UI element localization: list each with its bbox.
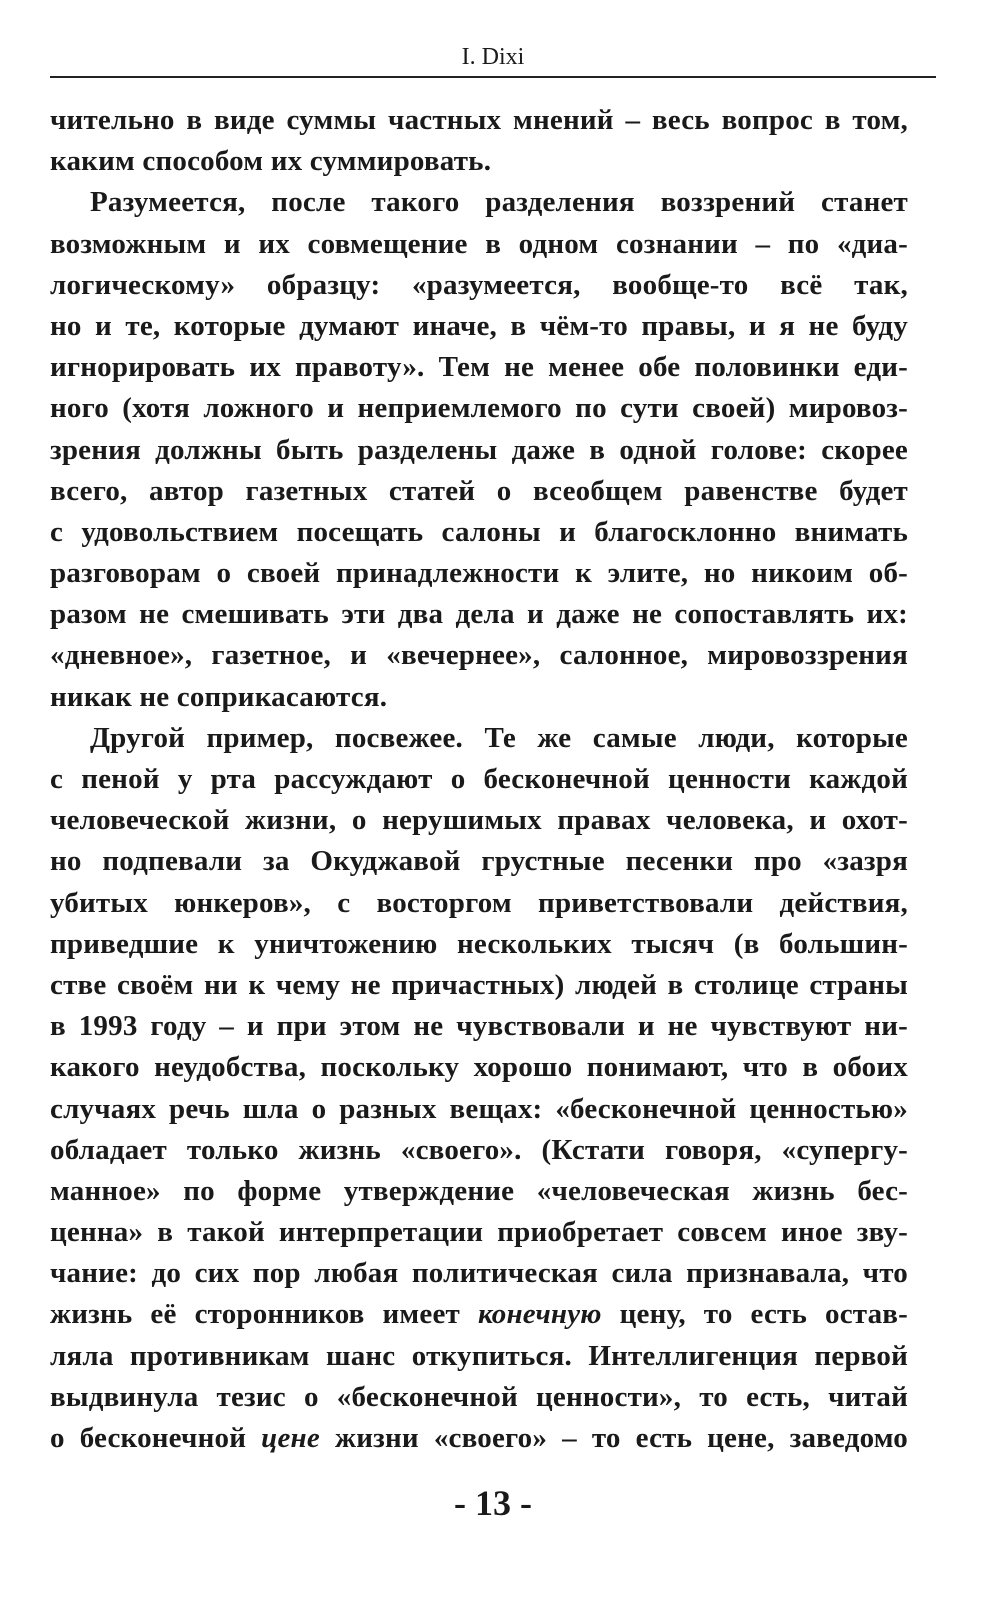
italic-emphasis: цене (261, 1422, 320, 1454)
text-line (50, 1294, 908, 1335)
italic-emphasis: конечную (477, 1298, 602, 1331)
text-line: разом не смешивать эти два дела и даже не сопоставлять их: (50, 598, 908, 631)
text-line: с удовольствием посещать салоны и благосклонно внимать (50, 515, 908, 548)
text-line: убитых юнкеров», с восторгом приветствовали действия, (50, 886, 908, 919)
text-line: в 1993 году – и при этом не чувствовали и не чувствуют ни- (50, 1010, 908, 1043)
page-number: - 13 - (454, 1483, 532, 1523)
text-line: но и те, которые думают иначе, в чём-то правы, и я не буду (50, 309, 908, 342)
text-line: приведшие к уничтожению нескольких тысяч (в большин- (50, 927, 908, 960)
text-segment: цену, то есть остав- (601, 1298, 908, 1331)
text-line: зрения должны быть разделены даже в одной голове: скорее (50, 433, 908, 466)
text-segment: жизни «своего» – то есть цене, заведомо (319, 1422, 908, 1454)
text-line: обладает только жизнь «своего». (Кстати говоря, «супергу- (50, 1133, 908, 1166)
text-line: «дневное», газетное, и «вечернее», салонное, мировоззрения (50, 639, 908, 672)
text-line: ценна» в такой интерпретации приобретает совсем иное зву- (50, 1216, 908, 1249)
text-line: чание: до сих пор любая политическая сила признавала, что (50, 1257, 908, 1290)
text-line: никак не соприкасаются. (50, 680, 388, 713)
text-line: какого неудобства, поскольку хорошо понимают, что в обоих (50, 1051, 908, 1084)
text-line: ного (хотя ложного и неприемлемого по сути своей) мировоз- (50, 392, 908, 425)
text-line: игнорировать их правоту». Тем не менее обе половинки еди- (50, 351, 908, 384)
text-line: возможным и их совмещение в одном сознании – по «диа- (50, 227, 908, 260)
text-line: с пеной у рта рассуждают о бесконечной ценности каждой (50, 763, 908, 795)
body-text (50, 100, 908, 1459)
text-line: но подпевали за Окуджавой грустные песенки про «зазря (50, 845, 908, 878)
header-rule (50, 76, 936, 78)
running-header: I. Dixi (461, 44, 525, 70)
text-line: случаях речь шла о разных вещах: «бесконечной ценностью» (50, 1092, 908, 1125)
text-line: логическому» образцу: «разумеется, вообще-то всё так, (50, 268, 908, 301)
text-line: манное» по форме утверждение «человеческая жизнь бес- (50, 1174, 908, 1207)
text-line: выдвинула тезис о «бесконечной ценности», то есть, читай (50, 1380, 908, 1413)
text-line: разговорам о своей принадлежности к элите, но никоим об- (50, 557, 908, 590)
text-line: стве своём ни к чему не причастных) людей в столице страны (50, 968, 908, 1001)
text-line: всего, автор газетных статей о всеобщем равенстве будет (50, 474, 908, 507)
text-line: каким способом их суммировать. (50, 145, 492, 178)
text-segment: жизнь её сторонников имеет (50, 1298, 478, 1331)
text-line: чительно в виде суммы частных мнений – весь вопрос в том, (50, 104, 908, 136)
text-line: ляла противникам шанс откупиться. Интеллигенция первой (50, 1339, 908, 1372)
text-line (50, 1418, 908, 1459)
text-line: Другой пример, посвежее. Те же самые люди, которые (90, 721, 908, 754)
text-line: человеческой жизни, о нерушимых правах человека, и охот- (50, 804, 908, 837)
text-segment: о бесконечной (50, 1422, 262, 1454)
text-line: Разумеется, после такого разделения воззрений станет (90, 186, 908, 219)
